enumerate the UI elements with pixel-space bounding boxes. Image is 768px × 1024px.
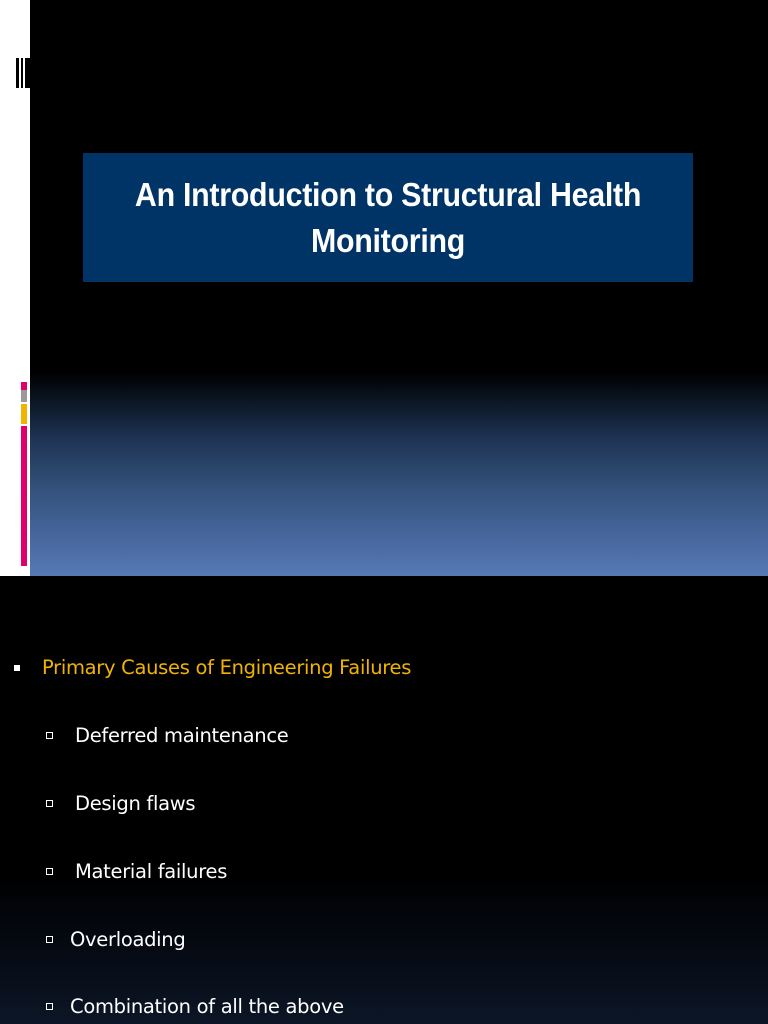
hollow-square-bullet-icon <box>46 868 53 875</box>
content-slide <box>0 576 768 1024</box>
list-item <box>46 928 185 951</box>
hollow-square-bullet-icon <box>46 732 53 739</box>
bullet-primary-causes <box>14 656 411 679</box>
list-item <box>46 724 288 747</box>
corner-marker-icon <box>16 58 30 88</box>
list-item-text: Deferred maintenance <box>75 724 289 747</box>
accent-bar-magenta-top <box>21 382 27 390</box>
accent-bar-gray <box>21 390 27 402</box>
list-item-text: Material failures <box>75 860 228 883</box>
hollow-square-bullet-icon <box>46 800 53 807</box>
slide-title: An Introduction to Structural Health Monitoring <box>134 175 642 259</box>
hollow-square-bullet-icon <box>46 936 53 943</box>
list-item <box>46 995 344 1018</box>
filled-square-bullet-icon <box>14 665 20 671</box>
hollow-square-bullet-icon <box>46 1003 53 1010</box>
list-item-text: Overloading <box>70 928 186 951</box>
slide-heading: Primary Causes of Engineering Failures <box>42 656 412 679</box>
slide-background-gradient <box>30 0 768 576</box>
accent-bar-gold <box>21 404 27 424</box>
list-item <box>46 792 195 815</box>
accent-bar-magenta <box>21 426 27 566</box>
list-item <box>46 860 227 883</box>
list-item-text: Design flaws <box>75 792 196 815</box>
list-item-text: Combination of all the above <box>70 995 344 1018</box>
title-box <box>83 153 693 282</box>
